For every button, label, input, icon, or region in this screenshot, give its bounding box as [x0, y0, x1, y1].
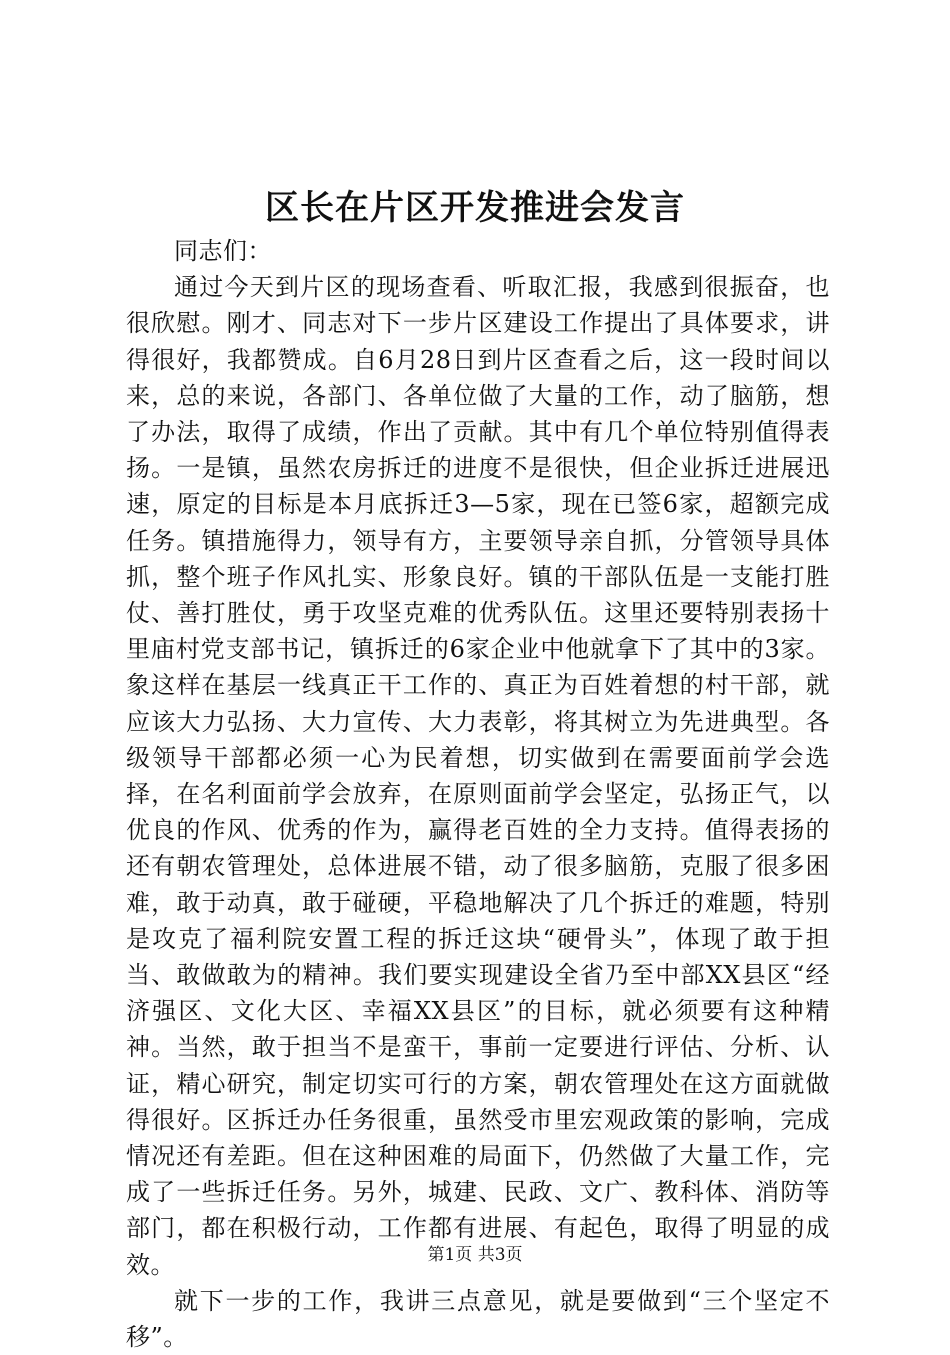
document-title: 区长在片区开发推进会发言 — [265, 188, 685, 228]
document-body — [126, 233, 830, 1355]
page-footer: 第1页 共3页 — [427, 1245, 523, 1265]
paragraph-1: 通过今天到片区的现场查看、听取汇报，我感到很振奋，也很欣慰。刚才、同志对下一步片区建设工作提出了具体要求，讲得很好，我都赞成。自6月28日到片区查看之后，这一段时间以来，总的来说，各部门、各单位做了大量的工作，动了脑筋，想了办法，取得了成绩，作出了贡献。其中有几个单位特别值得表扬。一是镇，虽然农房拆迁的进度不是很快，但企业拆迁进展迅速，原定的目标是本月底拆迁3—5家，现在已签6家，超额完成任务。镇措施得力，领导有方，主要领导亲自抓，分管领导具体抓，整个班子作风扎实、形象良好。镇的干部队伍是一支能打胜仗、善打胜仗，勇于攻坚克难的优秀队伍。这里还要特别表扬十里庙村党支部书记，镇拆迁的6家企业中他就拿下了其中的3家。象这样在基层一线真正干工作的、真正为百姓着想的村干部，就应该大力弘扬、大力宣传、大力表彰，将其树立为先进典型。各级领导干部都必须一心为民着想，切实做到在需要面前学会选择，在名利面前学会放弃，在原则面前学会坚定，弘扬正气，以优良的作风、优秀的作为，赢得老百姓的全力支持。值得表扬的还有朝农管理处，总体进展不错，动了很多脑筋，克服了很多困难，敢于动真，敢于碰硬，平稳地解决了几个拆迁的难题，特别是攻克了福利院安置工程的拆迁这块“硬骨头”，体现了敢于担当、敢做敢为的精神。我们要实现建设全省乃至中部XX县区“经济强区、文化大区、幸福XX县区”的目标，就必须要有这种精神。当然，敢于担当不是蛮干，事前一定要进行评估、分析、认证，精心研究，制定切实可行的方案，朝农管理处在这方面就做得很好。区拆迁办任务很重，虽然受市里宏观政策的影响，完成情况还有差距。但在这种困难的局面下，仍然做了大量工作，完成了一些拆迁任务。另外，城建、民政、文广、教科体、消防等部门，都在积极行动，工作都有进展、有起色，取得了明显的成效。 — [126, 273, 830, 1279]
paragraph-2: 就下一步的工作，我讲三点意见，就是要做到“三个坚定不移”。 — [126, 1286, 830, 1352]
salutation: 同志们： — [174, 237, 272, 265]
